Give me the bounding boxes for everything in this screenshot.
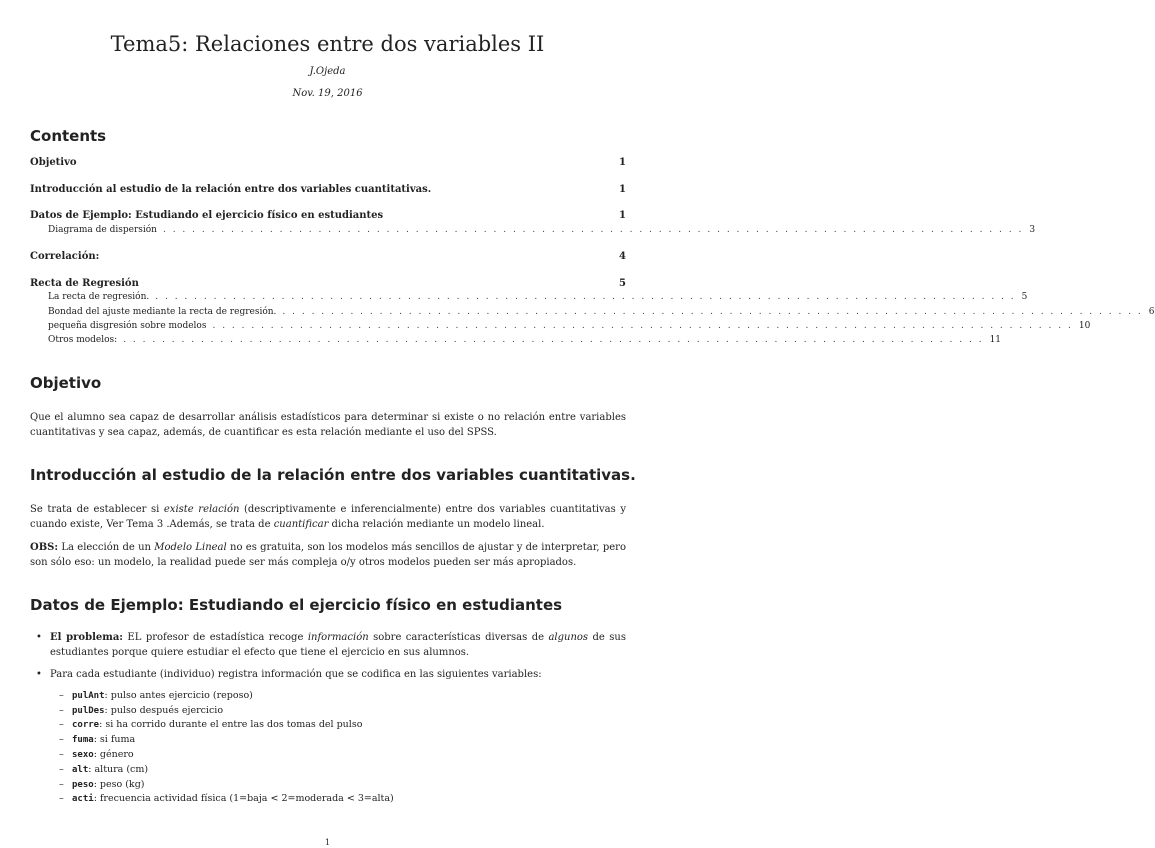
- document-author: J.Ojeda: [309, 66, 346, 77]
- intro-emphasis: existe relación: [163, 504, 240, 515]
- document-title: Tema5: Relaciones entre dos variables II: [110, 32, 545, 56]
- toc-page: 4: [619, 251, 626, 262]
- variable-code: corre: [72, 720, 100, 730]
- section-heading-intro: Introducción al estudio de la relación entre dos variables cuantitativas.: [30, 466, 636, 484]
- variable-code: peso: [72, 780, 94, 790]
- toc-label: pequeña disgresión sobre modelos: [48, 321, 207, 331]
- section-heading-objetivo: Objetivo: [30, 374, 102, 392]
- toc-leader: . . . . . . . . . . . . . . . . . . . . . . . . . . . . . . . . . . . . . . . . . . . . . . . . . . . . . . . . . . . . . . . . . . . . . . . . . . . . . . . . . . . . . . . . .: [155, 292, 1016, 302]
- bullet-variables: • Para cada estudiante (individuo) registra información que se codifica en las siguientes variables:: [50, 667, 626, 682]
- intro-text: Se trata de establecer si: [30, 504, 164, 515]
- toc-page: 5: [619, 278, 626, 289]
- toc-entry[interactable]: [30, 278, 626, 289]
- toc-page: 1: [619, 157, 626, 168]
- intro-text: (descriptivamente e inferencialmente) entre dos variables cuantitativas y cuando existe, Ver Tema 3 .Además, se trata de: [30, 504, 627, 530]
- toc-label: Datos de Ejemplo: Estudiando el ejercicio físico en estudiantes: [30, 210, 384, 221]
- variable-item: [72, 792, 394, 806]
- bullet-emphasis: algunos: [548, 632, 589, 643]
- obs-emphasis: Modelo Lineal: [154, 542, 227, 553]
- variable-desc: : pulso después ejercicio: [104, 705, 224, 716]
- toc-subentry[interactable]: [48, 307, 1155, 317]
- variable-item: [72, 733, 135, 747]
- obs-label: OBS:: [30, 542, 59, 553]
- variable-code: sexo: [72, 750, 94, 760]
- toc-entry[interactable]: [30, 184, 626, 195]
- toc-leader: . . . . . . . . . . . . . . . . . . . . . . . . . . . . . . . . . . . . . . . . . . . . . . . . . . . . . . . . . . . . . . . . . . . . . . . . . . . . . . . . . . . . . . . . .: [282, 307, 1143, 317]
- variable-item: [72, 718, 362, 732]
- toc-page: 1: [619, 184, 626, 195]
- variable-item: [72, 763, 148, 777]
- toc-leader: . . . . . . . . . . . . . . . . . . . . . . . . . . . . . . . . . . . . . . . . . . . . . . . . . . . . . . . . . . . . . . . . . . . . . . . . . . . . . . . . . . . . . . . . .: [162, 225, 1024, 235]
- toc-page: 1: [619, 210, 626, 221]
- variable-desc: : frecuencia actividad física (1=baja < 2=moderada < 3=alta): [93, 793, 394, 804]
- toc-leader: . . . . . . . . . . . . . . . . . . . . . . . . . . . . . . . . . . . . . . . . . . . . . . . . . . . . . . . . . . . . . . . . . . . . . . . . . . . . . . . . . . . . . . . . .: [212, 321, 1073, 331]
- bullet-text: EL profesor de estadística recoge: [123, 632, 308, 643]
- toc-subentry[interactable]: [48, 292, 1028, 302]
- intro-emphasis: cuantificar: [273, 519, 329, 530]
- toc-entry[interactable]: [30, 251, 626, 262]
- intro-text: dicha relación mediante un modelo lineal.: [328, 519, 545, 530]
- variable-desc: : si fuma: [93, 734, 136, 745]
- toc-leader: . . . . . . . . . . . . . . . . . . . . . . . . . . . . . . . . . . . . . . . . . . . . . . . . . . . . . . . . . . . . . . . . . . . . . . . . . . . . . . . . . . . . . . . . .: [123, 335, 984, 345]
- intro-paragraph: [30, 502, 626, 532]
- bullet-text: sobre características diversas de: [368, 632, 549, 643]
- bullet-emphasis: información: [307, 632, 369, 643]
- toc-entry[interactable]: [30, 157, 626, 168]
- variable-desc: : si ha corrido durante el entre las dos tomas del pulso: [99, 719, 363, 730]
- contents-heading: Contents: [30, 127, 107, 145]
- variable-code: pulAnt: [72, 691, 105, 701]
- section-heading-datos: Datos de Ejemplo: Estudiando el ejercicio físico en estudiantes: [30, 596, 563, 614]
- variable-code: pulDes: [72, 706, 105, 716]
- bullet-label: El problema:: [50, 632, 123, 643]
- toc-page: 10: [1078, 321, 1091, 331]
- obs-paragraph: [30, 540, 626, 570]
- variable-code: acti: [72, 794, 94, 804]
- obs-text: no es gratuita, son los modelos más sencillos de ajustar y de interpretar, pero son sólo eso: un modelo, la realidad puede ser más compleja o/y otros modelos pueden ser más apropiados.: [30, 542, 626, 568]
- toc-label: Introducción al estudio de la relación entre dos variables cuantitativas.: [30, 184, 432, 195]
- variable-code: fuma: [72, 735, 94, 745]
- objetivo-paragraph: Que el alumno sea capaz de desarrollar análisis estadísticos para determinar si existe o no relación entre variables cuantitativas y sea capaz, además, de cuantificar es esta relación mediante el uso del SPSS.: [30, 412, 626, 438]
- variable-item: [72, 689, 253, 703]
- variable-item: [72, 704, 223, 718]
- toc-label: Bondad del ajuste mediante la recta de regresión.: [48, 307, 277, 317]
- variable-desc: : género: [93, 749, 134, 760]
- variable-item: [72, 748, 134, 762]
- toc-label: Correlación:: [30, 251, 100, 262]
- bullet-problema: [50, 630, 626, 660]
- toc-entry[interactable]: [30, 210, 626, 221]
- obs-text: La elección de un: [58, 542, 155, 553]
- toc-label: Objetivo: [30, 157, 77, 168]
- document-date: Nov. 19, 2016: [292, 88, 363, 99]
- variable-item: [72, 778, 144, 792]
- variable-desc: : peso (kg): [93, 779, 145, 790]
- toc-subentry[interactable]: [48, 335, 1002, 345]
- variable-code: alt: [72, 765, 89, 775]
- variable-desc: : pulso antes ejercicio (reposo): [104, 690, 253, 701]
- toc-label: Otros modelos:: [48, 335, 118, 345]
- toc-page: 5: [1021, 292, 1028, 302]
- toc-subentry[interactable]: [48, 225, 1036, 235]
- toc-page: 3: [1029, 225, 1036, 235]
- toc-label: Recta de Regresión: [30, 278, 139, 289]
- page-number: 1: [324, 838, 331, 847]
- variable-desc: : altura (cm): [88, 764, 149, 775]
- toc-subentry[interactable]: [48, 321, 1091, 331]
- toc-page: 11: [989, 335, 1002, 345]
- bullet-text: de sus estudiantes porque quiere estudiar el efecto que tiene el ejercicio en sus alumnos.: [50, 632, 626, 658]
- toc-page: 6: [1148, 307, 1155, 317]
- toc-label: La recta de regresión.: [48, 292, 150, 302]
- toc-label: Diagrama de dispersión: [48, 225, 157, 235]
